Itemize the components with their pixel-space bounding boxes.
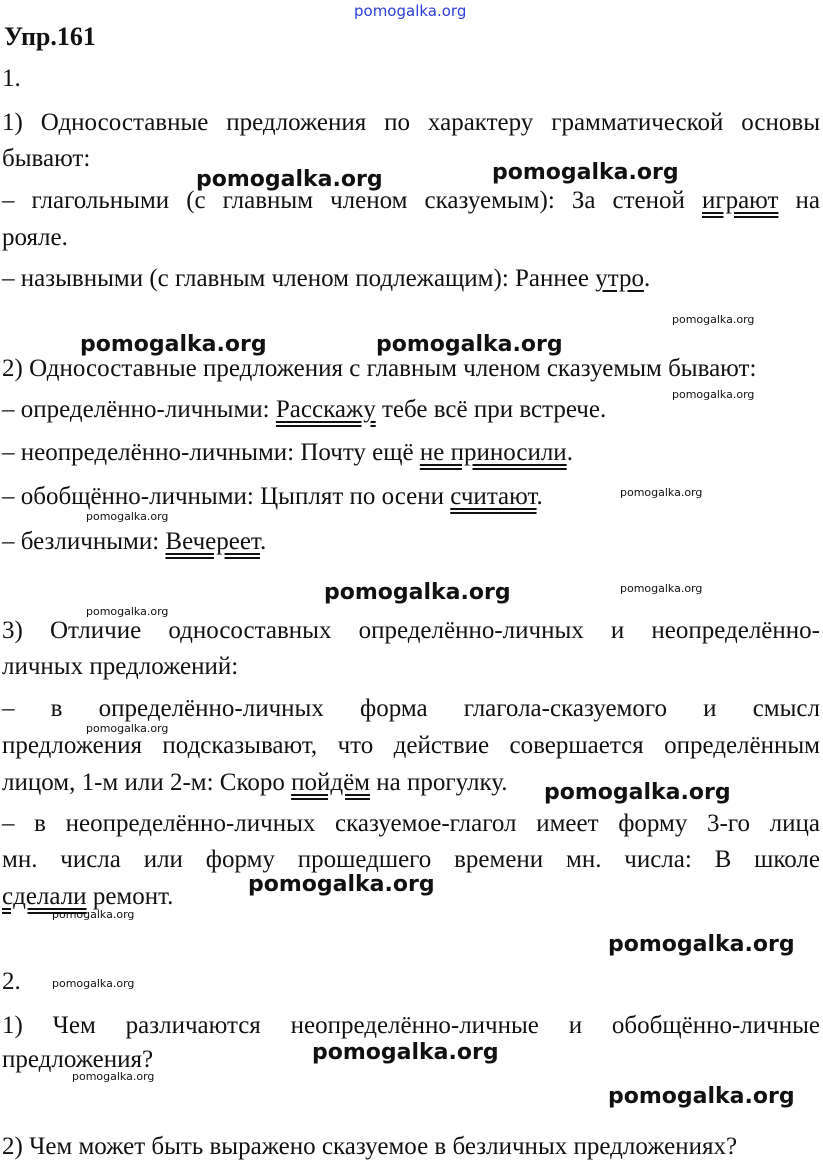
watermark: pomogalka.org [196, 167, 383, 192]
section-2-number: 2. [2, 968, 21, 995]
text: – назывными (с главным членом подлежащим): Раннее [2, 265, 596, 292]
p1-line-1: 1) Односоставные предложения по характеру грамматической основы [2, 109, 820, 136]
exercise-title: Упр.161 [4, 22, 96, 51]
p3-line-1: 3) Отличие односоставных определённо-личных и неопределённо- [2, 617, 820, 644]
watermark: pomogalka.org [86, 722, 169, 735]
watermark: pomogalka.org [52, 908, 135, 921]
question-2: 2) Чем может быть выражено сказуемое в безличных предложениях? [2, 1133, 738, 1160]
definite-diff-line-2: предложения подсказывают, что действие совершается определённым [2, 732, 820, 759]
watermark: pomogalka.org [248, 872, 435, 897]
watermark: pomogalka.org [544, 780, 731, 805]
watermark: pomogalka.org [80, 332, 267, 357]
watermark: pomogalka.org [620, 582, 703, 595]
watermark: pomogalka.org [492, 160, 679, 185]
text: . [566, 439, 573, 466]
text: ремонт. [86, 883, 174, 910]
watermark: pomogalka.org [312, 1040, 499, 1065]
verbal-type-line-2: рояле. [2, 224, 68, 251]
text: тебе всё при встрече. [375, 396, 607, 423]
text: – определённо-личными: [2, 396, 276, 423]
text: – безличными: [2, 528, 166, 555]
impersonal-line [2, 527, 266, 557]
watermark: pomogalka.org [672, 388, 755, 401]
text: – неопределённо-личными: Почту ещё [2, 439, 420, 466]
predicate-underlined: Расскажу [275, 396, 376, 423]
text: на [778, 187, 820, 214]
watermark-top: pomogalka.org [354, 2, 467, 20]
predicate-underlined: пойдём [291, 769, 371, 796]
generalized-personal-line [2, 482, 543, 512]
subject-underlined: утро [595, 265, 644, 292]
watermark: pomogalka.org [52, 977, 135, 990]
predicate-underlined: сделали [2, 883, 87, 910]
predicate-underlined: считают [450, 483, 537, 510]
definite-diff-line-1: – в определённо-личных форма глагола-сказуемого и смысл [2, 695, 820, 722]
watermark: pomogalka.org [608, 1084, 795, 1109]
verbal-type-line [2, 186, 820, 216]
text: – глагольными (с главным членом сказуемым): За стеной [2, 187, 702, 214]
text: – обобщённо-личными: Цыплят по осени [2, 483, 451, 510]
question-1-line-2: предложения? [2, 1046, 154, 1073]
definite-personal-line [2, 395, 606, 425]
watermark: pomogalka.org [324, 580, 511, 605]
question-1-line-1: 1) Чем различаются неопределённо-личные и обобщённо-личные [2, 1012, 820, 1039]
watermark: pomogalka.org [608, 932, 795, 957]
watermark: pomogalka.org [376, 332, 563, 357]
p3-line-2: личных предложений: [2, 653, 239, 680]
text: . [259, 528, 267, 555]
predicate-underlined: не приносили [419, 439, 567, 466]
text: на прогулку. [370, 769, 508, 796]
p1-line-2: бывают: [2, 145, 91, 172]
section-1-number: 1. [2, 65, 21, 92]
predicate-underlined: Вечереет [165, 528, 260, 555]
watermark: pomogalka.org [672, 313, 755, 326]
p2-line-1: 2) Односоставные предложения с главным членом сказуемым бывают: [2, 355, 757, 382]
watermark: pomogalka.org [86, 510, 169, 523]
text: лицом, 1-м или 2-м: Скоро [2, 769, 292, 796]
nominative-type-line [2, 264, 650, 294]
watermark: pomogalka.org [86, 605, 169, 618]
text: . [643, 265, 651, 292]
indefinite-diff-line-1: – в неопределённо-личных сказуемое-глагол имеет форму 3-го лица [2, 810, 820, 837]
watermark: pomogalka.org [72, 1070, 155, 1083]
indefinite-diff-line-2: мн. числа или форму прошедшего времени мн. числа: В школе [2, 846, 820, 873]
watermark: pomogalka.org [620, 486, 703, 499]
text: . [536, 483, 543, 510]
definite-diff-line-3 [2, 768, 508, 798]
indefinite-personal-line [2, 438, 573, 468]
predicate-underlined: играют [701, 187, 779, 214]
